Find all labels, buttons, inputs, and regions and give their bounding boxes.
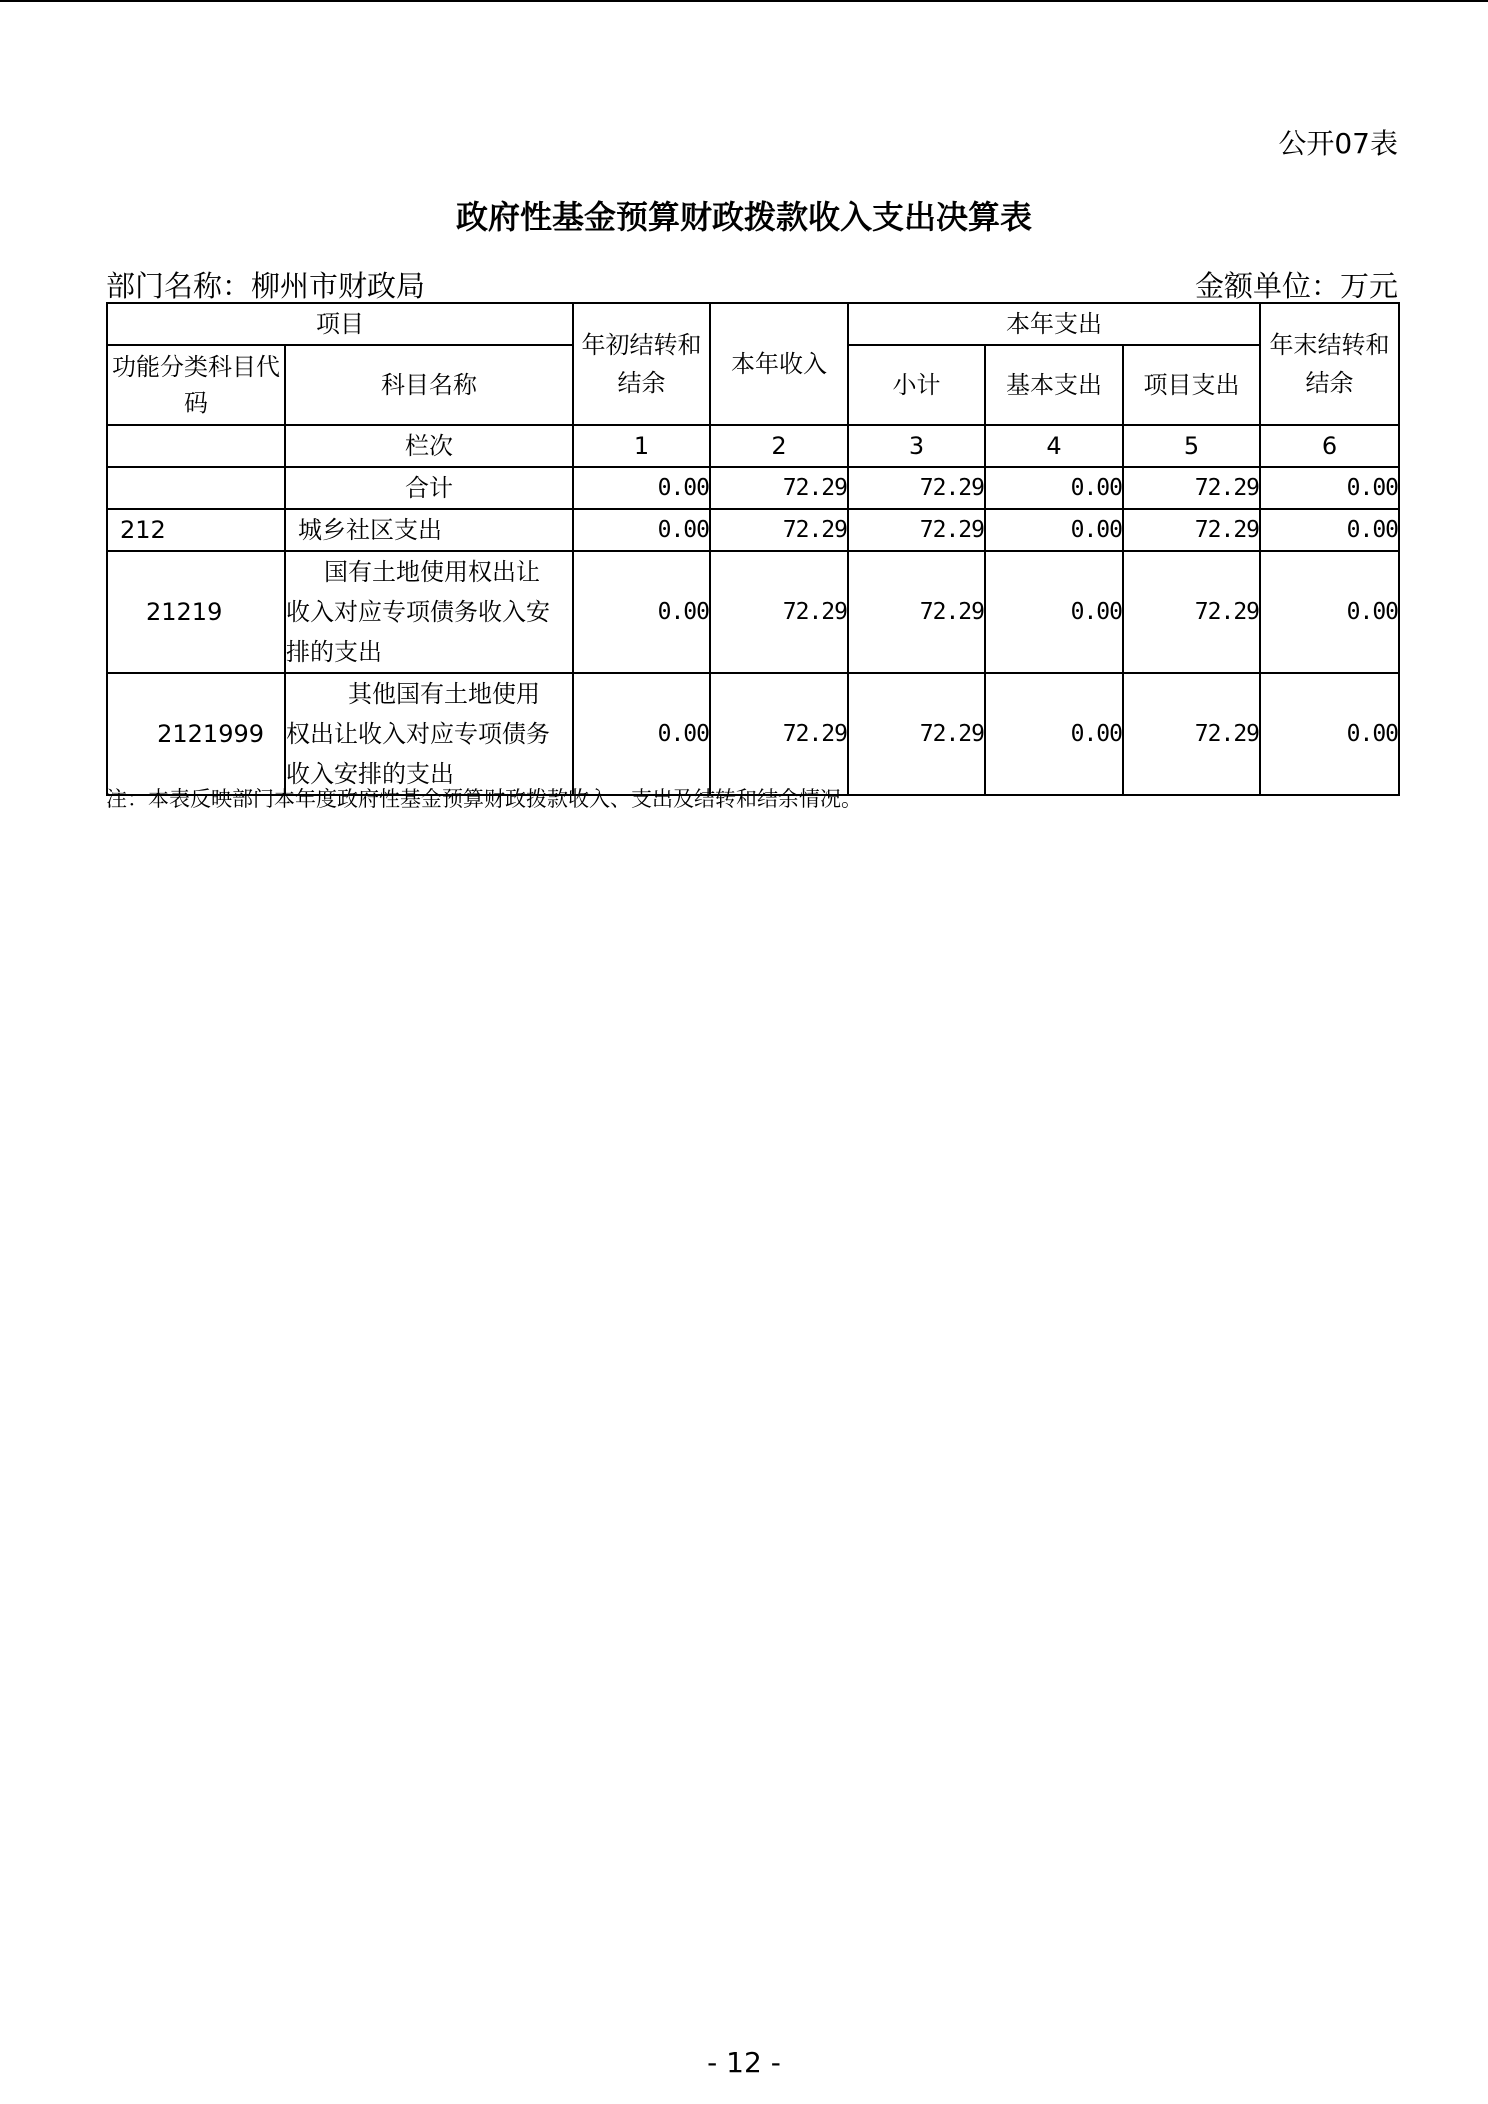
column-number: 1 bbox=[573, 425, 710, 467]
row-name-line: 其他国有土地使用 bbox=[348, 680, 540, 708]
header-basic: 基本支出 bbox=[985, 345, 1123, 425]
row-name-line: 权出让收入对应专项债务 bbox=[286, 720, 550, 748]
row-name-line: 排的支出 bbox=[286, 638, 382, 666]
table-note: 注：本表反映部门本年度政府性基金预算财政拨款收入、支出及结转和结余情况。 bbox=[106, 787, 862, 811]
column-number: 4 bbox=[985, 425, 1123, 467]
row-value: 0.00 bbox=[573, 551, 710, 673]
total-label: 合计 bbox=[285, 467, 573, 509]
header-code: 功能分类科目代码 bbox=[107, 345, 285, 425]
row-value: 0.00 bbox=[573, 673, 710, 795]
total-value: 72.29 bbox=[848, 467, 985, 509]
amount-unit: 金额单位：万元 bbox=[1194, 269, 1398, 303]
table-row bbox=[107, 551, 1399, 673]
row-value: 0.00 bbox=[985, 551, 1123, 673]
header-subtotal: 小计 bbox=[848, 345, 985, 425]
row-value: 0.00 bbox=[1260, 673, 1399, 795]
row-value: 72.29 bbox=[710, 551, 848, 673]
column-index-label: 栏次 bbox=[285, 425, 573, 467]
header-begin-balance: 年初结转和结余 bbox=[573, 303, 710, 425]
row-value: 0.00 bbox=[985, 509, 1123, 551]
total-value: 0.00 bbox=[1260, 467, 1399, 509]
row-value: 72.29 bbox=[710, 509, 848, 551]
header-item: 项目 bbox=[107, 303, 573, 345]
page-number: - 12 - bbox=[707, 2046, 781, 2079]
row-value: 72.29 bbox=[848, 673, 985, 795]
row-value: 72.29 bbox=[848, 551, 985, 673]
header-row-1 bbox=[107, 303, 1399, 345]
header-end-balance: 年末结转和结余 bbox=[1260, 303, 1399, 425]
header-expense: 本年支出 bbox=[848, 303, 1260, 345]
total-value: 72.29 bbox=[1123, 467, 1260, 509]
total-row bbox=[107, 467, 1399, 509]
top-border-line bbox=[0, 0, 1488, 2]
header-income: 本年收入 bbox=[710, 303, 848, 425]
row-name: 城乡社区支出 bbox=[285, 509, 573, 551]
row-code: 21219 bbox=[107, 551, 285, 673]
column-index-row bbox=[107, 425, 1399, 467]
column-number: 6 bbox=[1260, 425, 1399, 467]
page-title: 政府性基金预算财政拨款收入支出决算表 bbox=[455, 198, 1032, 236]
total-value: 72.29 bbox=[710, 467, 848, 509]
row-value: 72.29 bbox=[1123, 673, 1260, 795]
row-name bbox=[285, 673, 573, 795]
column-number: 3 bbox=[848, 425, 985, 467]
row-name-line: 收入对应专项债务收入安 bbox=[286, 598, 550, 626]
row-code: 2121999 bbox=[107, 673, 285, 795]
department-name: 部门名称：柳州市财政局 bbox=[106, 269, 426, 303]
header-project: 项目支出 bbox=[1123, 345, 1260, 425]
row-value: 72.29 bbox=[848, 509, 985, 551]
blank-cell bbox=[107, 467, 285, 509]
table-row bbox=[107, 509, 1399, 551]
row-code: 212 bbox=[107, 509, 285, 551]
column-number: 2 bbox=[710, 425, 848, 467]
row-name-line: 国有土地使用权出让 bbox=[324, 558, 540, 586]
header-name: 科目名称 bbox=[285, 345, 573, 425]
table-number: 公开07表 bbox=[1278, 127, 1398, 160]
budget-table bbox=[106, 302, 1400, 796]
row-value: 72.29 bbox=[710, 673, 848, 795]
column-number: 5 bbox=[1123, 425, 1260, 467]
row-value: 72.29 bbox=[1123, 551, 1260, 673]
row-value: 72.29 bbox=[1123, 509, 1260, 551]
row-value: 0.00 bbox=[985, 673, 1123, 795]
row-value: 0.00 bbox=[573, 509, 710, 551]
row-name-line: 收入安排的支出 bbox=[286, 760, 454, 788]
row-value: 0.00 bbox=[1260, 509, 1399, 551]
row-value: 0.00 bbox=[1260, 551, 1399, 673]
table-row bbox=[107, 673, 1399, 795]
total-value: 0.00 bbox=[573, 467, 710, 509]
blank-cell bbox=[107, 425, 285, 467]
total-value: 0.00 bbox=[985, 467, 1123, 509]
row-name bbox=[285, 551, 573, 673]
